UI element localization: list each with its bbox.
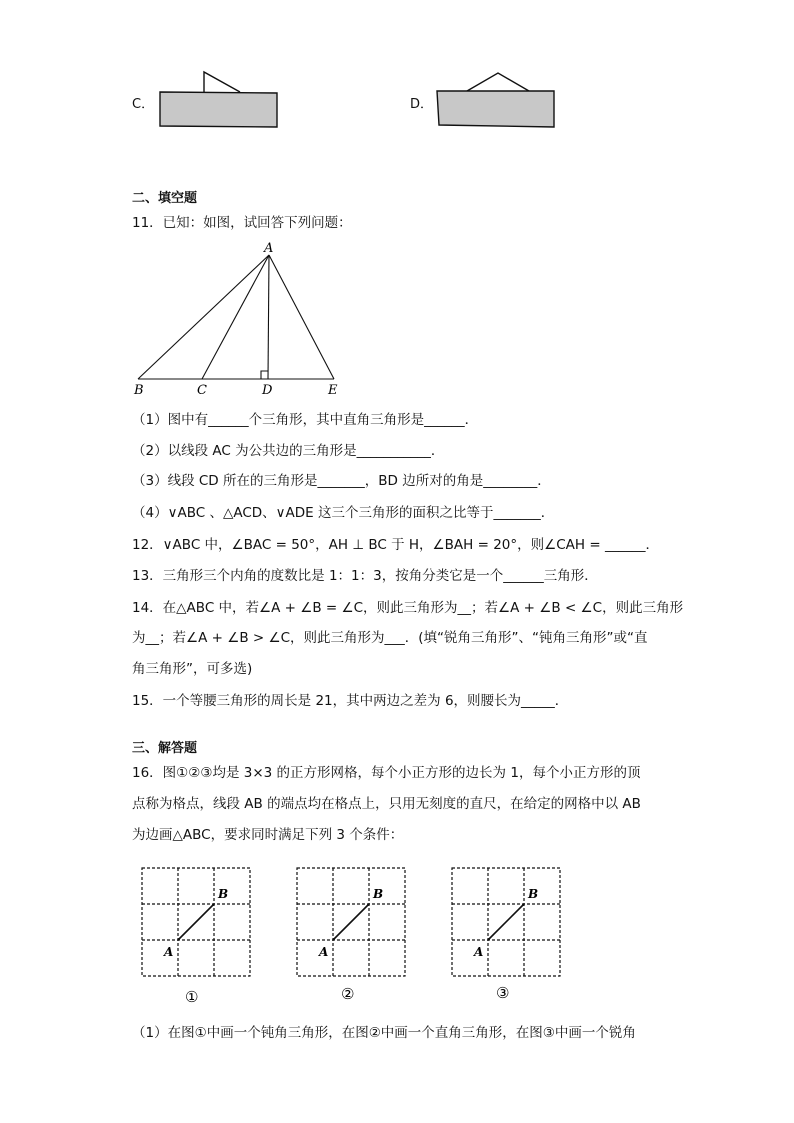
q14-line1: 14．在△ABC 中，若∠A + ∠B = ∠C，则此三角形为__；若∠A + ∠B < ∠C，则此三角形 — [132, 600, 684, 616]
q15-text: 15．一个等腰三角形的周长是 21，其中两边之差为 6，则腰长为_____． — [132, 693, 569, 709]
q11-part4: （4）∨ABC 、△ACD、∨ADE 这三个三角形的面积之比等于_______． — [132, 505, 555, 521]
segment-ab — [333, 904, 369, 940]
point-a: A — [164, 945, 174, 959]
q11-part3: （3）线段 CD 所在的三角形是_______，BD 边所对的角是________． — [132, 473, 551, 489]
q11-part1: （1）图中有______个三角形，其中直角三角形是______． — [132, 412, 479, 428]
segment-ab — [138, 255, 269, 379]
q11-stem: 11．已知：如图，试回答下列问题： — [132, 215, 352, 231]
grid-figure-1 — [140, 866, 255, 1016]
option-d-label[interactable]: D． — [410, 97, 434, 112]
option-c-figure[interactable] — [160, 72, 280, 132]
q11-triangle-figure — [130, 240, 360, 400]
label-c: C — [197, 383, 207, 398]
grid-label-3: ③ — [496, 984, 510, 1002]
label-e: E — [328, 383, 338, 398]
q13-text: 13．三角形三个内角的度数比是 1：1：3，按角分类它是一个______三角形． — [132, 568, 598, 584]
section-fill-blank-title: 二、填空题 — [132, 191, 198, 206]
point-b: B — [528, 887, 539, 901]
q16-sub1: （1）在图①中画一个钝角三角形，在图②中画一个直角三角形，在图③中画一个锐角 — [132, 1025, 636, 1041]
q16-line2: 点称为格点，线段 AB 的端点均在格点上，只用无刻度的直尺，在给定的网格中以 AB — [132, 796, 641, 812]
option-d-rectangle — [437, 91, 554, 127]
option-d-figure[interactable] — [437, 72, 557, 132]
option-c-triangle — [204, 72, 240, 92]
q16-line3: 为边画△ABC，要求同时满足下列 3 个条件： — [132, 827, 404, 843]
segment-ad — [268, 255, 269, 379]
q16-line1: 16．图①②③均是 3×3 的正方形网格，每个小正方形的边长为 1，每个小正方形的顶 — [132, 765, 641, 781]
grid-label-1: ① — [185, 988, 199, 1006]
segment-ab — [178, 904, 214, 940]
grid-label-2: ② — [341, 985, 355, 1003]
option-c-rectangle — [160, 92, 277, 127]
segment-ac — [202, 255, 269, 379]
label-b: B — [134, 383, 144, 398]
point-a: A — [474, 945, 484, 959]
label-a: A — [264, 241, 274, 256]
segment-ae — [269, 255, 334, 379]
point-b: B — [218, 887, 229, 901]
q14-line2: 为__；若∠A + ∠B > ∠C，则此三角形为___．(填“锐角三角形”、“钝角三角形”或“直 — [132, 630, 648, 646]
label-d: D — [262, 383, 273, 398]
grid-figure-2 — [295, 866, 410, 1016]
q14-line3: 角三角形”，可多选) — [132, 661, 253, 677]
q11-part2: （2）以线段 AC 为公共边的三角形是___________． — [132, 443, 445, 459]
section-solve-title: 三、解答题 — [132, 741, 198, 756]
q12-text: 12．∨ABC 中，∠BAC = 50°，AH ⊥ BC 于 H，∠BAH = 20°，则∠CAH = ______． — [132, 537, 659, 553]
option-d-triangle — [467, 73, 529, 91]
option-c-label[interactable]: C． — [132, 97, 155, 112]
right-angle-mark — [261, 371, 268, 379]
segment-ab — [488, 904, 524, 940]
grid-figure-3 — [450, 866, 565, 1016]
point-b: B — [373, 887, 384, 901]
point-a: A — [319, 945, 329, 959]
